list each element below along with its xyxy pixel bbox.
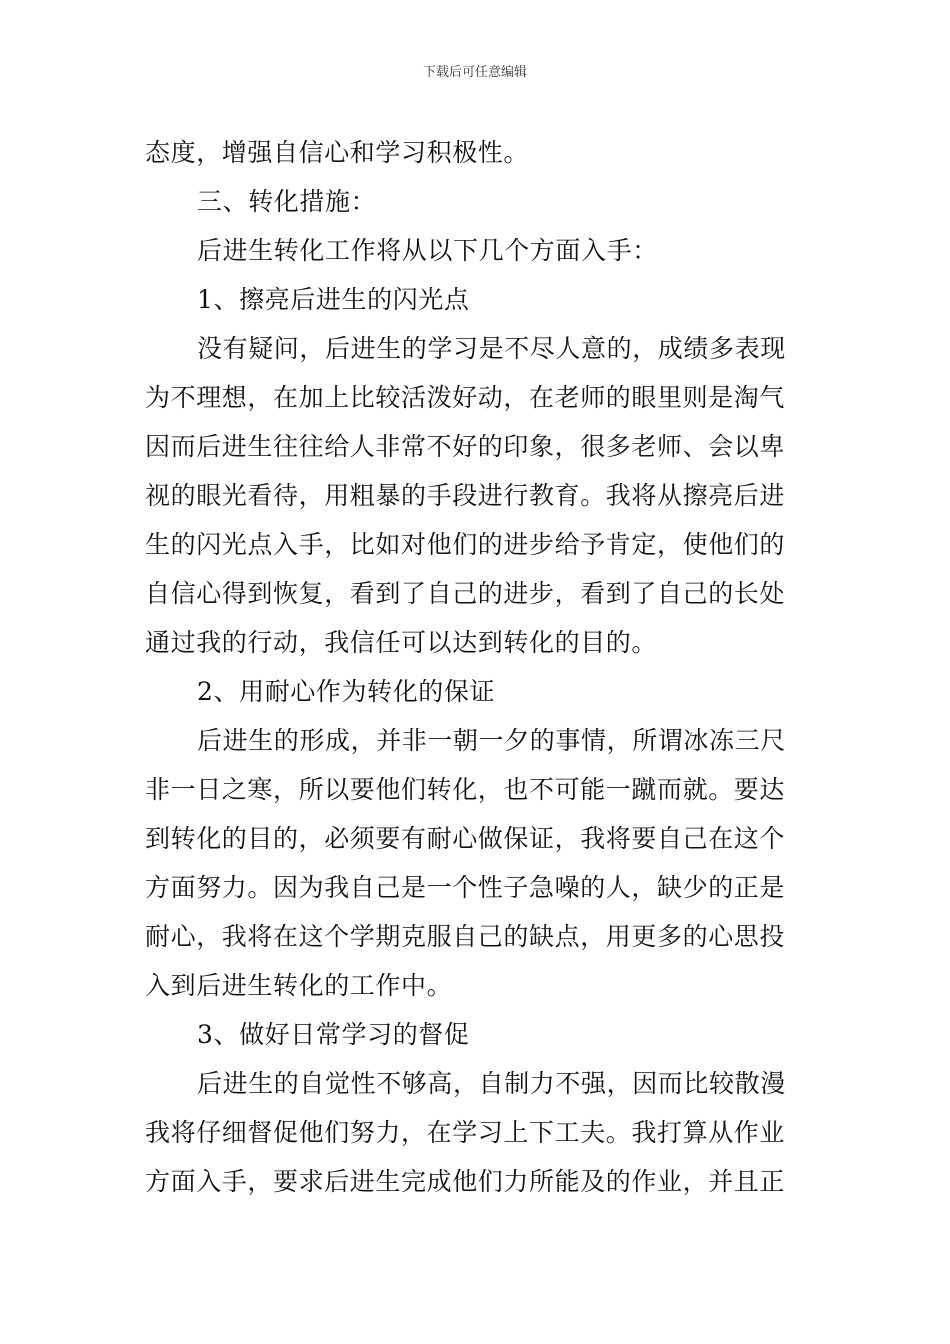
- text-line: 方面努力。因为我自己是一个性子急噪的人，缺少的正是: [145, 873, 786, 902]
- text-line: 耐心，我将在这个学期克服自己的缺点，用更多的心思投: [145, 922, 786, 951]
- document-body: [145, 128, 809, 1206]
- text-line: 到转化的目的，必须要有耐心做保证，我将要自己在这个: [145, 824, 786, 853]
- text-line: 三、转化措施：: [197, 187, 377, 216]
- text-line: 后进生的形成，并非一朝一夕的事情，所谓冰冻三尺: [197, 726, 786, 755]
- text-line: 1、擦亮后进生的闪光点: [197, 285, 470, 314]
- text-line: 后进生的自觉性不够高，自制力不强，因而比较散漫: [197, 1069, 786, 1098]
- text-line: 视的眼光看待，用粗暴的手段进行教育。我将从擦亮后进: [145, 481, 786, 510]
- text-line: 方面入手，要求后进生完成他们力所能及的作业，并且正: [145, 1167, 786, 1196]
- text-line: 自信心得到恢复，看到了自己的进步，看到了自己的长处: [145, 579, 786, 608]
- text-line: 通过我的行动，我信任可以达到转化的目的。: [145, 628, 658, 657]
- text-line: 生的闪光点入手，比如对他们的进步给予肯定，使他们的: [145, 530, 786, 559]
- text-line: 我将仔细督促他们努力，在学习上下工夫。我打算从作业: [145, 1118, 786, 1147]
- text-line: 2、用耐心作为转化的保证: [197, 677, 496, 706]
- text-line: 非一日之寒，所以要他们转化，也不可能一蹴而就。要达: [145, 775, 786, 804]
- text-line: 为不理想，在加上比较活泼好动，在老师的眼里则是淘气: [145, 383, 786, 412]
- text-line: 因而后进生往往给人非常不好的印象，很多老师、会以卑: [145, 432, 786, 461]
- text-line: 没有疑问，后进生的学习是不尽人意的，成绩多表现: [197, 334, 786, 363]
- text-line: 入到后进生转化的工作中。: [145, 971, 453, 1000]
- text-line: 后进生转化工作将从以下几个方面入手：: [197, 236, 658, 265]
- header-note: 下载后可任意编辑: [422, 65, 527, 80]
- text-line: 态度，增强自信心和学习积极性。: [145, 138, 530, 167]
- text-line: 3、做好日常学习的督促: [197, 1020, 470, 1049]
